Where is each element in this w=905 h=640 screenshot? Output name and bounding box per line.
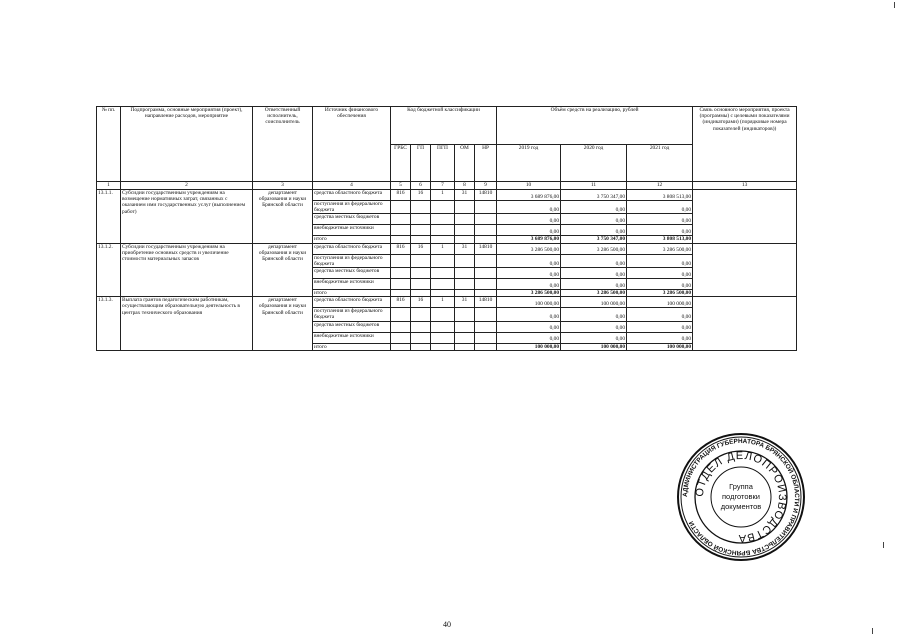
stamp-ring-text: АДМИНИСТРАЦИЯ ГУБЕРНАТОРА БРЯНСКОЙ ОБЛАСТИ И ПРАВИТЕЛЬСТВА БРЯНСКОЙ ОБЛАСТИ xyxy=(681,437,801,557)
total-2020: 3 286 500,00 xyxy=(561,290,627,297)
value-2019: 3 286 500,00 xyxy=(497,243,561,254)
value-2020: 0,00 xyxy=(561,321,627,332)
code-pgp: 1 xyxy=(431,243,455,254)
code-pgp: 1 xyxy=(431,190,455,201)
total-2021: 3 808 513,00 xyxy=(627,236,693,243)
table-row xyxy=(97,243,797,254)
total-2021: 100 000,00 xyxy=(627,343,693,350)
value-2020: 100 000,00 xyxy=(561,297,627,308)
source-federal: поступления из федерального бюджета xyxy=(313,254,391,267)
value-2021: 0,00 xyxy=(627,201,693,214)
code-pgp: 1 xyxy=(431,297,455,308)
header-2020: 2020 год xyxy=(561,144,627,182)
source-extra: внебюджетные источники xyxy=(313,279,391,290)
value-2020: 0,00 xyxy=(561,268,627,279)
source-regional: средства областного бюджета xyxy=(313,297,391,308)
column-number: 10 xyxy=(497,182,561,190)
value-2021: 0,00 xyxy=(627,332,693,343)
code-grbs: 816 xyxy=(391,297,411,308)
official-stamp xyxy=(676,432,806,562)
value-2021: 0,00 xyxy=(627,321,693,332)
item-responsible: департамент образования и науки Брянской области xyxy=(253,190,313,244)
column-number: 1 xyxy=(97,182,121,190)
column-number: 2 xyxy=(121,182,253,190)
column-number: 5 xyxy=(391,182,411,190)
scan-mark xyxy=(883,542,884,548)
source-regional: средства областного бюджета xyxy=(313,243,391,254)
source-total: итого xyxy=(313,343,391,350)
header-gp: ГП xyxy=(411,144,431,182)
header-volume: Объём средств на реализацию, рублей xyxy=(497,107,693,145)
column-number: 8 xyxy=(455,182,475,190)
column-number: 9 xyxy=(475,182,497,190)
table-row xyxy=(97,297,797,308)
code-om: 31 xyxy=(455,190,475,201)
header-2021: 2021 год xyxy=(627,144,693,182)
code-grbs: 816 xyxy=(391,190,411,201)
column-number: 12 xyxy=(627,182,693,190)
header-program: Подпрограмма, основные мероприятия (проект), направление расходов, мероприятие xyxy=(121,107,253,182)
item-responsible: департамент образования и науки Брянской области xyxy=(253,243,313,297)
source-local: средства местных бюджетов xyxy=(313,268,391,279)
total-2020: 3 750 347,00 xyxy=(561,236,627,243)
code-grbs: 816 xyxy=(391,243,411,254)
stamp-center-line: подготовки xyxy=(722,492,760,501)
source-total: итого xyxy=(313,290,391,297)
source-federal: поступления из федерального бюджета xyxy=(313,201,391,214)
header-2019: 2019 год xyxy=(497,144,561,182)
item-number: 13.1.1. xyxy=(97,190,121,244)
value-2019: 100 000,00 xyxy=(497,297,561,308)
header-nr: НР xyxy=(475,144,497,182)
value-2021: 0,00 xyxy=(627,225,693,236)
code-nr: 14810 xyxy=(475,297,497,308)
value-2020: 0,00 xyxy=(561,214,627,225)
value-2021: 3 808 513,00 xyxy=(627,190,693,201)
header-link: Связь основного мероприятия, проекта (программы) с целевыми показателями (индикаторами) (порядковые номера показателей (индикаторов)) xyxy=(693,107,797,182)
value-2019: 0,00 xyxy=(497,321,561,332)
column-number: 11 xyxy=(561,182,627,190)
stamp-center-line: Группа xyxy=(729,482,753,491)
value-2019: 0,00 xyxy=(497,268,561,279)
source-extra: внебюджетные источники xyxy=(313,332,391,343)
header-no: № пп. xyxy=(97,107,121,182)
indicator-link xyxy=(693,297,797,351)
column-number: 3 xyxy=(253,182,313,190)
value-2020: 0,00 xyxy=(561,308,627,321)
scan-mark xyxy=(872,628,873,634)
value-2020: 0,00 xyxy=(561,201,627,214)
source-local: средства местных бюджетов xyxy=(313,321,391,332)
code-gp: 16 xyxy=(411,190,431,201)
value-2019: 0,00 xyxy=(497,201,561,214)
budget-table xyxy=(96,106,797,351)
header-row-1 xyxy=(97,107,797,145)
stamp-center-line: документов xyxy=(720,502,762,511)
value-2021: 0,00 xyxy=(627,254,693,267)
stamp-inner-text: ОТДЕЛ ДЕЛОПРОИЗВОДСТВА xyxy=(693,449,789,545)
code-gp: 16 xyxy=(411,243,431,254)
source-extra: внебюджетные источники xyxy=(313,225,391,236)
header-grbs: ГРБС xyxy=(391,144,411,182)
value-2019: 0,00 xyxy=(497,279,561,290)
header-responsible: Ответственный исполнитель, соисполнитель xyxy=(253,107,313,182)
value-2021: 0,00 xyxy=(627,308,693,321)
value-2021: 100 000,00 xyxy=(627,297,693,308)
value-2019: 0,00 xyxy=(497,225,561,236)
value-2020: 0,00 xyxy=(561,279,627,290)
value-2020: 3 286 500,00 xyxy=(561,243,627,254)
total-2021: 3 286 500,00 xyxy=(627,290,693,297)
header-pgp: ПГП xyxy=(431,144,455,182)
table-row xyxy=(97,190,797,201)
item-name: Субсидии государственным учреждениям на возмещение нормативных затрат, связанных с оказанием ими государственных услуг (выполнением работ) xyxy=(121,190,253,244)
indicator-link xyxy=(693,190,797,244)
page-number: 40 xyxy=(443,620,451,629)
item-number: 13.1.2. xyxy=(97,243,121,297)
column-number: 4 xyxy=(313,182,391,190)
item-name: Субсидии государственным учреждениям на приобретение основных средств и увеличение стоимости материальных запасов xyxy=(121,243,253,297)
value-2021: 0,00 xyxy=(627,268,693,279)
total-2019: 100 000,00 xyxy=(497,343,561,350)
source-regional: средства областного бюджета xyxy=(313,190,391,201)
value-2019: 0,00 xyxy=(497,332,561,343)
column-number-row xyxy=(97,182,797,190)
code-om: 31 xyxy=(455,297,475,308)
column-number: 7 xyxy=(431,182,455,190)
code-nr: 14810 xyxy=(475,243,497,254)
value-2021: 3 286 500,00 xyxy=(627,243,693,254)
total-2019: 3 689 876,00 xyxy=(497,236,561,243)
header-source: Источник финансового обеспечения xyxy=(313,107,391,182)
code-nr: 14810 xyxy=(475,190,497,201)
item-number: 13.1.3. xyxy=(97,297,121,351)
value-2021: 0,00 xyxy=(627,279,693,290)
source-total: итого xyxy=(313,236,391,243)
header-budget-code: Код бюджетной классификации xyxy=(391,107,497,145)
item-responsible: департамент образования и науки Брянской области xyxy=(253,297,313,351)
indicator-link xyxy=(693,243,797,297)
value-2021: 0,00 xyxy=(627,214,693,225)
value-2020: 0,00 xyxy=(561,225,627,236)
code-om: 31 xyxy=(455,243,475,254)
value-2019: 0,00 xyxy=(497,214,561,225)
header-om: ОМ xyxy=(455,144,475,182)
column-number: 6 xyxy=(411,182,431,190)
source-federal: поступления из федерального бюджета xyxy=(313,308,391,321)
item-name: Выплата грантов педагогическим работникам, осуществляющим образовательную деятельность в центрах технического образования xyxy=(121,297,253,351)
source-local: средства местных бюджетов xyxy=(313,214,391,225)
total-2019: 3 286 500,00 xyxy=(497,290,561,297)
value-2019: 0,00 xyxy=(497,308,561,321)
value-2019: 0,00 xyxy=(497,254,561,267)
code-gp: 16 xyxy=(411,297,431,308)
value-2020: 0,00 xyxy=(561,254,627,267)
value-2020: 0,00 xyxy=(561,332,627,343)
value-2020: 3 750 347,00 xyxy=(561,190,627,201)
total-2020: 100 000,00 xyxy=(561,343,627,350)
scan-mark xyxy=(894,2,895,8)
column-number: 13 xyxy=(693,182,797,190)
value-2019: 3 689 876,00 xyxy=(497,190,561,201)
